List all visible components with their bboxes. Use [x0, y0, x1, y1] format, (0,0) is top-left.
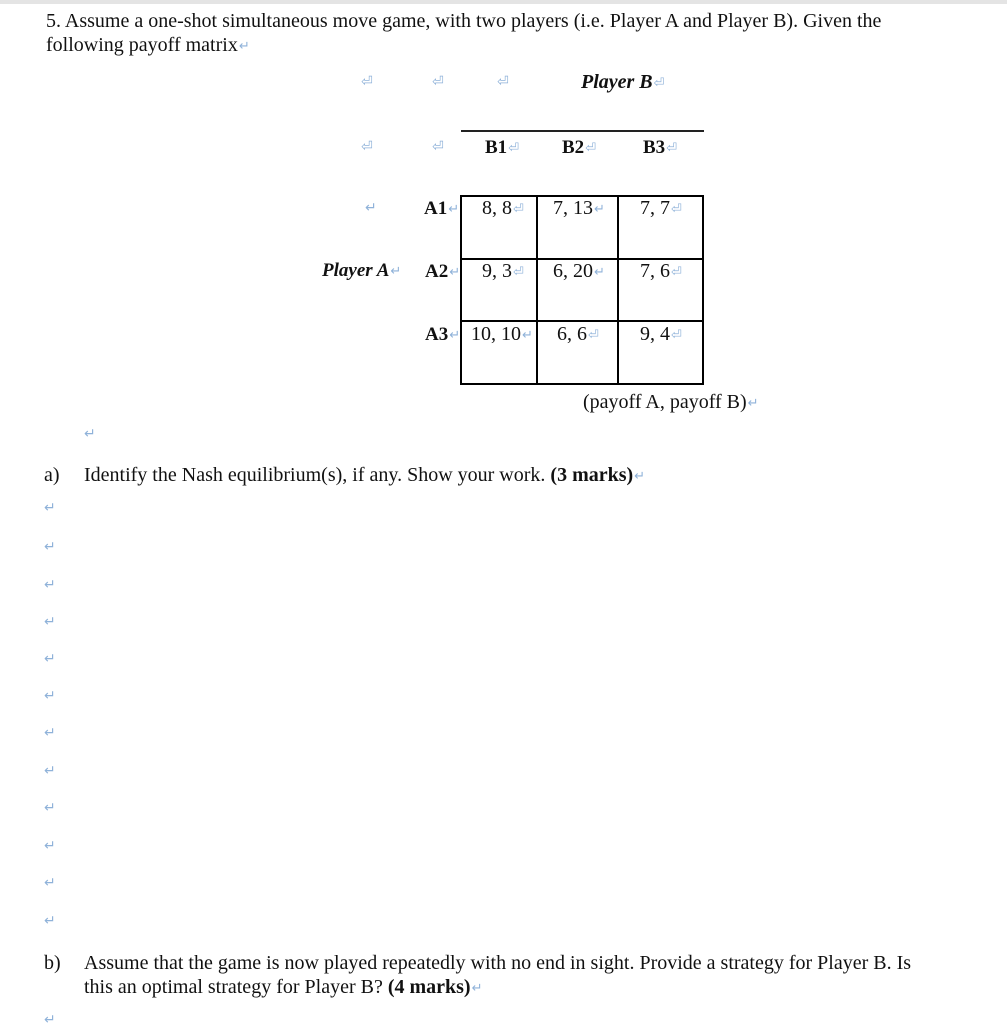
paragraph-mark-icon: ↵ [44, 875, 56, 891]
paragraph-mark-icon: ↵ [44, 614, 56, 630]
paragraph-mark-icon: ↵ [594, 202, 605, 217]
payoff-cell-a2-b1: 9, 3⏎ [482, 260, 524, 282]
paragraph-mark-icon: ↵ [449, 328, 461, 343]
paragraph-mark-icon: ↵ [44, 913, 56, 929]
part-a-label: a) [44, 464, 60, 486]
payoff-cell-a1-b1: 8, 8⏎ [482, 197, 524, 219]
part-b-question-line-2: this an optimal strategy for Player B? (4 marks)↵ [84, 976, 483, 998]
row-player-label: Player A↵ [322, 260, 402, 281]
paragraph-mark-icon: ↵ [44, 577, 56, 593]
row-header-a3: A3↵ [425, 324, 461, 345]
paragraph-mark-icon: ↵ [449, 265, 461, 280]
part-a-question: Identify the Nash equilibrium(s), if any. Show your work. (3 marks)↵ [84, 464, 646, 486]
return-mark-icon: ⏎ [497, 74, 509, 90]
return-mark-icon: ⏎ [432, 139, 444, 155]
return-mark-icon: ⏎ [361, 74, 373, 90]
payoff-cell-a3-b2: 6, 6⏎ [557, 323, 599, 345]
grid-line-v1 [536, 195, 538, 385]
paragraph-mark-icon: ↵ [634, 469, 646, 484]
paragraph-mark-icon: ↵ [594, 265, 605, 280]
row-header-a1: A1↵ [424, 198, 460, 219]
payoff-cell-a1-b2: 7, 13↵ [553, 197, 605, 219]
paragraph-mark-icon: ↵ [238, 39, 250, 54]
column-header-b1: B1⏎ [485, 137, 520, 158]
return-mark-icon: ⏎ [585, 141, 597, 156]
payoff-cell-a3-b1: 10, 10↵ [471, 323, 533, 345]
paragraph-mark-icon: ↵ [44, 539, 56, 555]
part-b-marks: (4 marks) [387, 976, 471, 998]
column-player-label: Player B⏎ [581, 71, 665, 93]
return-mark-icon: ⏎ [671, 202, 682, 217]
paragraph-mark-icon: ↵ [44, 725, 56, 741]
paragraph-mark-icon: ↵ [390, 264, 402, 279]
part-a-marks: (3 marks) [550, 464, 634, 486]
paragraph-mark-icon: ↵ [747, 396, 759, 411]
paragraph-mark-icon: ↵ [365, 200, 377, 216]
return-mark-icon: ⏎ [361, 139, 373, 155]
paragraph-mark-icon: ↵ [44, 1012, 56, 1028]
column-header-b3: B3⏎ [643, 137, 678, 158]
return-mark-icon: ⏎ [653, 76, 665, 91]
grid-line-right [702, 195, 704, 385]
return-mark-icon: ⏎ [432, 74, 444, 90]
grid-line-bottom [460, 383, 704, 385]
question-line-1: 5. Assume a one-shot simultaneous move game, with two players (i.e. Player A and Player B). Given the [46, 10, 882, 32]
part-b-label: b) [44, 952, 61, 974]
paragraph-mark-icon: ↵ [44, 651, 56, 667]
paragraph-mark-icon: ↵ [471, 981, 483, 996]
return-mark-icon: ⏎ [513, 265, 524, 280]
return-mark-icon: ⏎ [513, 202, 524, 217]
paragraph-mark-icon: ↵ [448, 202, 460, 217]
payoff-cell-a3-b3: 9, 4⏎ [640, 323, 682, 345]
column-header-b2: B2⏎ [562, 137, 597, 158]
return-mark-icon: ⏎ [671, 265, 682, 280]
question-line-2: following payoff matrix↵ [46, 34, 250, 56]
row-header-a2: A2↵ [425, 261, 461, 282]
paragraph-mark-icon: ↵ [84, 426, 96, 442]
payoff-cell-a1-b3: 7, 7⏎ [640, 197, 682, 219]
paragraph-mark-icon: ↵ [44, 838, 56, 854]
return-mark-icon: ⏎ [666, 141, 678, 156]
grid-line-left [460, 195, 462, 385]
return-mark-icon: ⏎ [508, 141, 520, 156]
header-rule [461, 130, 704, 132]
paragraph-mark-icon: ↵ [522, 328, 533, 343]
paragraph-mark-icon: ↵ [44, 500, 56, 516]
return-mark-icon: ⏎ [588, 328, 599, 343]
part-b-question-line-1: Assume that the game is now played repeatedly with no end in sight. Provide a strategy for Player B. Is [84, 952, 912, 974]
paragraph-mark-icon: ↵ [44, 688, 56, 704]
paragraph-mark-icon: ↵ [44, 763, 56, 779]
return-mark-icon: ⏎ [671, 328, 682, 343]
grid-line-h2 [460, 320, 704, 322]
payoff-cell-a2-b3: 7, 6⏎ [640, 260, 682, 282]
grid-line-v2 [617, 195, 619, 385]
top-rule [0, 0, 1007, 4]
payoff-caption: (payoff A, payoff B)↵ [583, 391, 759, 413]
payoff-cell-a2-b2: 6, 20↵ [553, 260, 605, 282]
paragraph-mark-icon: ↵ [44, 800, 56, 816]
